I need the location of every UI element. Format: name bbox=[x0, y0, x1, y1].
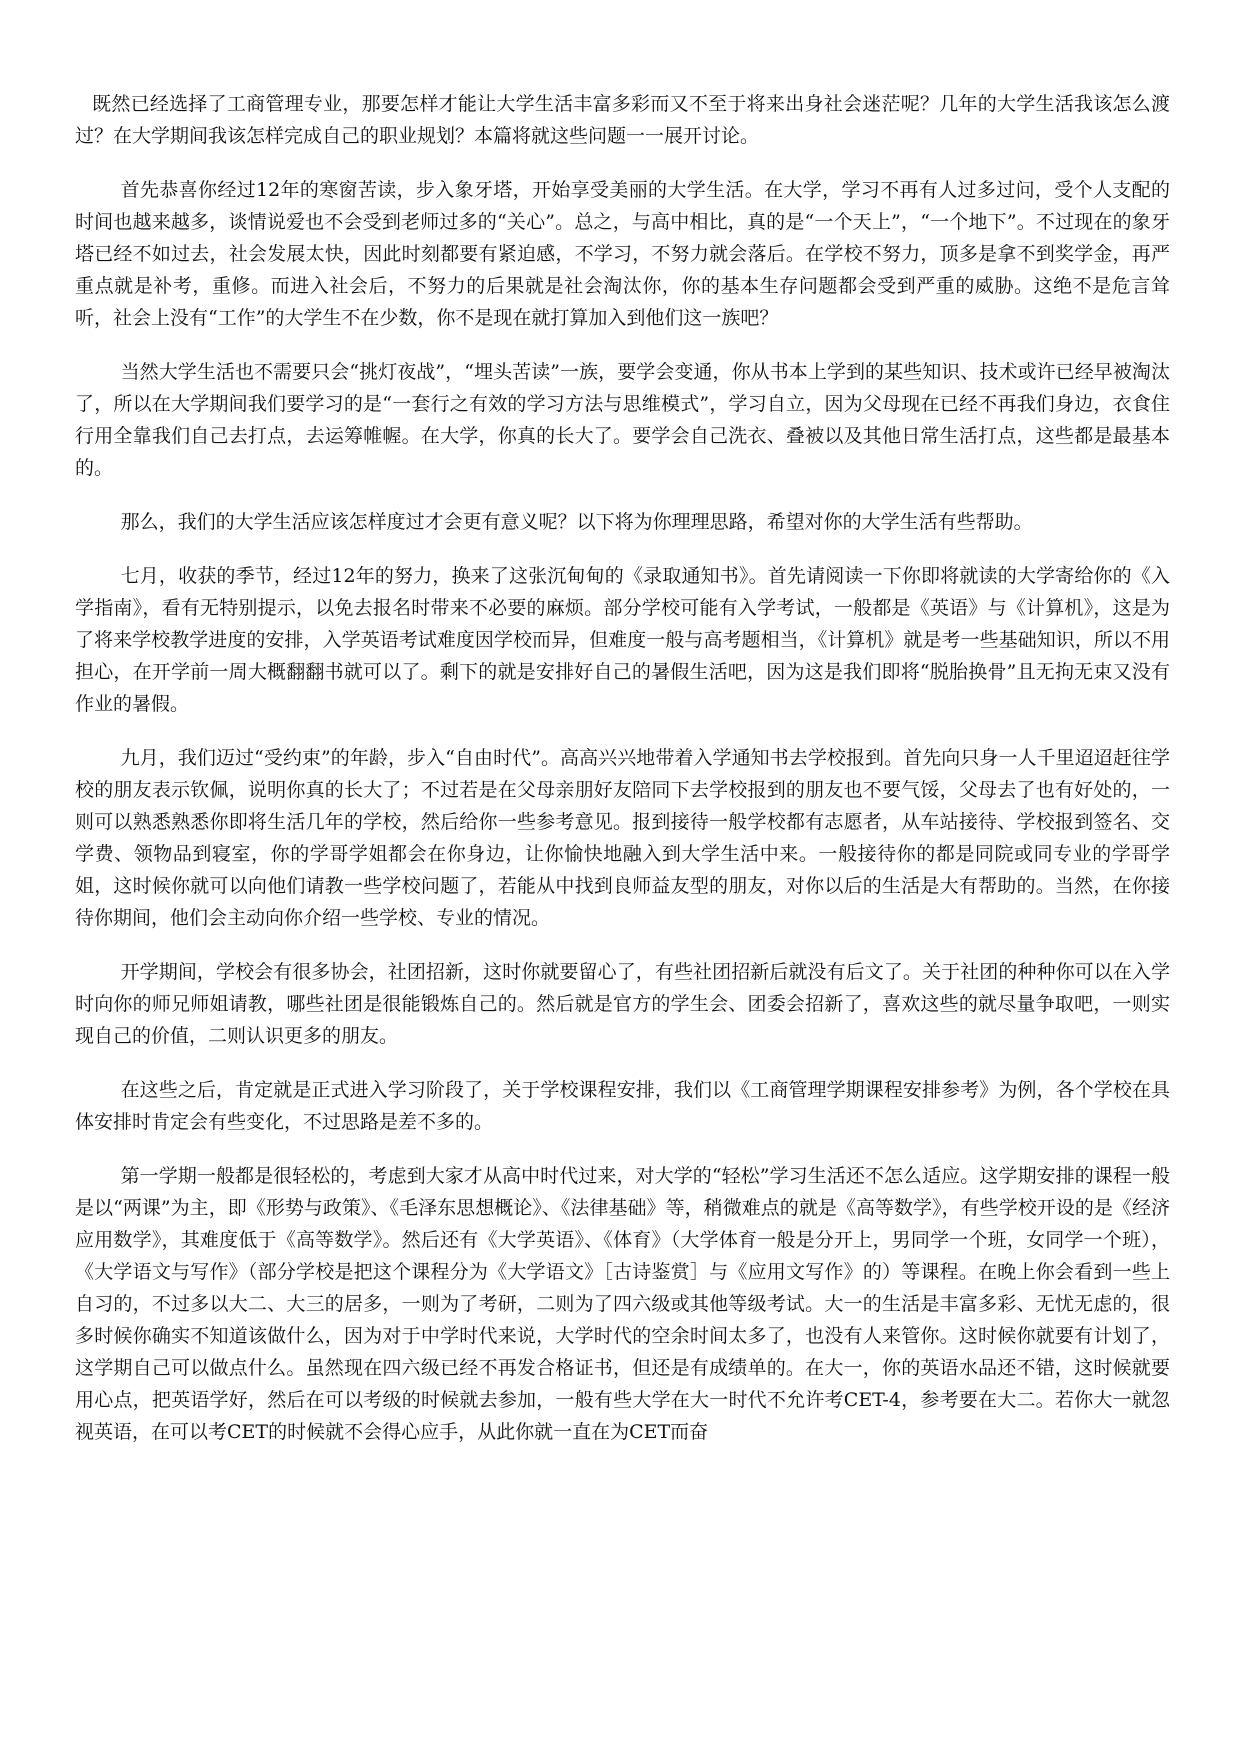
paragraph-intro: 既然已经选择了工商管理专业，那要怎样才能让大学生活丰富多彩而又不至于将来出身社会迷茫呢？几年的大学生活我该怎么渡过？在大学期间我该怎样完成自己的职业规划？本篇将就这些问题一一展开讨论。 bbox=[75, 93, 1170, 147]
paragraph-how-to-spend: 那么，我们的大学生活应该怎样度过才会更有意义呢？以下将为你理理思路，希望对你的大学生活有些帮助。 bbox=[120, 511, 1033, 533]
paragraph-clubs: 开学期间，学校会有很多协会，社团招新，这时你就要留心了，有些社团招新后就没有后文了。关于社团的种种你可以在入学时向你的师兄师姐请教，哪些社团是很能锻炼自己的。然后就是官方的学生会、团委会招新了，喜欢这些的就尽量争取吧，一则实现自己的价值，二则认识更多的朋友。 bbox=[75, 961, 1170, 1047]
paragraph-curriculum: 在这些之后，肯定就是正式进入学习阶段了，关于学校课程安排，我们以《工商管理学期课程安排参考》为例，各个学校在具体安排时肯定会有些变化，不过思路是差不多的。 bbox=[75, 1079, 1170, 1133]
paragraph-september: 九月，我们迈过“受约束”的年龄，步入“自由时代”。高高兴兴地带着入学通知书去学校报到。首先向只身一人千里迢迢赶往学校的朋友表示钦佩，说明你真的长大了；不过若是在父母亲朋好友陪同下去学校报到的朋友也不要气馁，父母去了也有好处的，一则可以熟悉熟悉你即将生活几年的学校，然后给你一些参考意见。报到接待一般学校都有志愿者，从车站接待、学校报到签名、交学费、领物品到寝室，你的学哥学姐都会在你身边，让你愉快地融入到大学生活中来。一般接待你的都是同院或同专业的学哥学姐，这时候你就可以向他们请教一些学校问题了，若能从中找到良师益友型的朋友，对你以后的生活是大有帮助的。当然，在你接待你期间，他们会主动向你介绍一些学校、专业的情况。 bbox=[75, 747, 1170, 929]
document-body bbox=[75, 88, 1170, 1470]
paragraph-first-semester: 第一学期一般都是很轻松的，考虑到大家才从高中时代过来，对大学的“轻松”学习生活还不怎么适应。这学期安排的课程一般是以“两课”为主，即《形势与政策》、《毛泽东思想概论》、《法律基础》等，稍微难点的就是《高等数学》，有些学校开设的是《经济应用数学》，其难度低于《高等数学》。然后还有《大学英语》、《体育》（大学体育一般是分开上，男同学一个班，女同学一个班），《大学语文与写作》（部分学校是把这个课程分为《大学语文》［古诗鉴赏］与《应用文写作》的）等课程。在晚上你会看到一些上自习的，不过多以大二、大三的居多，一则为了考研，二则为了四六级或其他等级考试。大一的生活是丰富多彩、无忧无虑的，很多时候你确实不知道该做什么，因为对于中学时代来说，大学时代的空余时间太多了，也没有人来管你。这时候你就要有计划了，这学期自己可以做点什么。虽然现在四六级已经不再发合格证书，但还是有成绩单的。在大一，你的英语水品还不错，这时候就要用心点，把英语学好，然后在可以考级的时候就去参加，一般有些大学在大一时代不允许考CET-4，参考要在大二。若你大一就忽视英语，在可以考CET的时候就不会得心应手，从此你就一直在为CET而奋 bbox=[75, 1165, 1170, 1443]
paragraph-congratulations: 首先恭喜你经过12年的寒窗苦读，步入象牙塔，开始享受美丽的大学生活。在大学，学习不再有人过多过问，受个人支配的时间也越来越多，谈情说爱也不会受到老师过多的“关心”。总之，与高中相比，真的是“一个天上”，“一个地下”。不过现在的象牙塔已经不如过去，社会发展太快，因此时刻都要有紧迫感，不学习，不努力就会落后。在学校不努力，顶多是拿不到奖学金，再严重点就是补考，重修。而进入社会后，不努力的后果就是社会淘汰你，你的基本生存问题都会受到严重的威胁。这绝不是危言耸听，社会上没有“工作”的大学生不在少数，你不是现在就打算加入到他们这一族吧？ bbox=[75, 179, 1170, 329]
paragraph-july: 七月，收获的季节，经过12年的努力，换来了这张沉甸甸的《录取通知书》。首先请阅读一下你即将就读的大学寄给你的《入学指南》，看有无特别提示，以免去报名时带来不必要的麻烦。部分学校可能有入学考试，一般都是《英语》与《计算机》，这是为了将来学校教学进度的安排，入学英语考试难度因学校而异，但难度一般与高考题相当，《计算机》就是考一些基础知识，所以不用担心，在开学前一周大概翻翻书就可以了。剩下的就是安排好自己的暑假生活吧，因为这是我们即将“脱胎换骨”且无拘无束又没有作业的暑假。 bbox=[75, 565, 1170, 715]
paragraph-independence: 当然大学生活也不需要只会“挑灯夜战”，“埋头苦读”一族，要学会变通，你从书本上学到的某些知识、技术或许已经早被淘汰了，所以在大学期间我们要学习的是“一套行之有效的学习方法与思维模式”，学习自立，因为父母现在已经不再我们身边，衣食住行用全靠我们自己去打点，去运筹帷幄。在大学，你真的长大了。要学会自己洗衣、叠被以及其他日常生活打点，这些都是最基本的。 bbox=[75, 361, 1170, 479]
